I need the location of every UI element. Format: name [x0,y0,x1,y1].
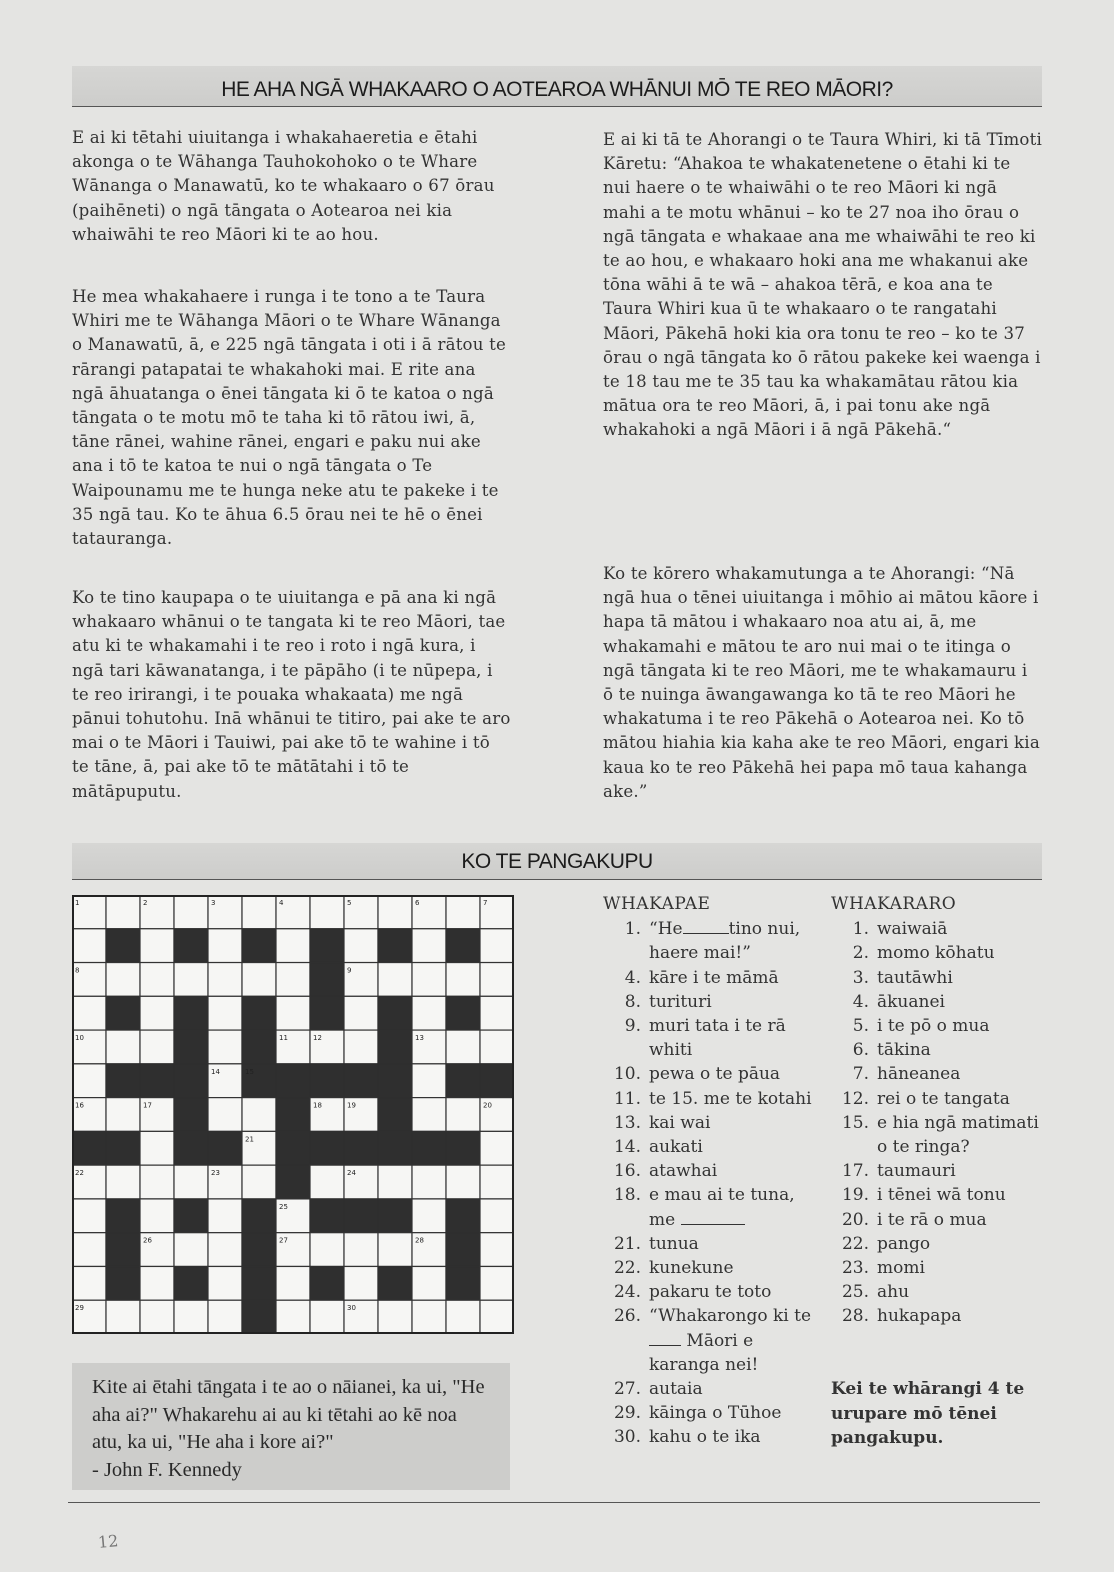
grid-cell[interactable] [242,1098,276,1132]
black-cell [242,929,276,963]
grid-cell[interactable] [378,963,412,997]
grid-cell[interactable] [344,1266,378,1300]
black-cell [310,1266,344,1300]
clue-across-18: 18. e mau ai te tuna, me [613,1185,795,1230]
black-cell [310,963,344,997]
black-cell [106,996,140,1030]
quote-box [72,1363,510,1490]
cell-number: 13 [415,1034,424,1043]
article-paragraph-2: He mea whakahaere i runga i te tono a te Taura Whiri me te Wāhanga Māori o te Whare Wānanga o Manawatū, ā, e 225 ngā tāngata i oti i ā rātou te rārangi patapatai te whakahoki mai. E rite ana ngā āhuatanga o ēnei tāngata ki ō te katoa o ngā tāngata o te motu mō te taha ki tō rātou iwi, ā, tāne rānei, wahine rānei, engari e paku nui ake ana i tō te katoa te nui o ngā tāngata o Te Waipounamu me te hunga neke atu te pakeke i te 35 ngā tau. Ko te āhua 6.5 ōrau nei te hē o ēnei tatauranga. [72,287,506,549]
cell-number: 23 [211,1169,220,1178]
black-cell [242,1199,276,1233]
black-cell [378,929,412,963]
clue-down-2: 2. momo kōhatu [852,943,995,964]
grid-cell[interactable] [72,1199,106,1233]
grid-cell[interactable] [446,1030,480,1064]
black-cell [446,996,480,1030]
grid-cell[interactable] [140,1165,174,1199]
black-cell [446,1064,480,1098]
clue-across-1: 1. “He tino nui, haere mai!” [624,919,801,964]
grid-cell[interactable] [446,1165,480,1199]
cell-number: 4 [279,899,284,907]
cell-number: 1 [75,899,80,907]
grid-cell[interactable] [106,1098,140,1132]
clue-across-16: 16. atawhai [613,1161,718,1182]
grid-cell[interactable] [344,996,378,1030]
black-cell [174,1266,208,1300]
black-cell [276,1131,310,1165]
grid-cell[interactable] [378,1233,412,1267]
grid-cell[interactable] [174,1233,208,1267]
grid-cell[interactable] [208,929,242,963]
grid-cell[interactable] [480,1300,514,1334]
grid-cell[interactable] [72,1064,106,1098]
clue-across-9: 9. muri tata i te rā whiti [624,1016,786,1061]
black-cell [378,1266,412,1300]
article-heading: HE AHA NGĀ WHAKAARO O AOTEAROA WHĀNUI MŌ TE REO MĀORI? [72,66,1042,107]
black-cell [378,1199,412,1233]
across-clues [603,892,825,1450]
answer-blank [683,932,729,934]
black-cell [174,1064,208,1098]
grid-cell[interactable] [276,963,310,997]
black-cell [310,1131,344,1165]
cell-number: 6 [415,899,420,907]
grid-cell[interactable] [140,963,174,997]
grid-cell[interactable] [310,1233,344,1267]
black-cell [412,1131,446,1165]
black-cell [174,1131,208,1165]
grid-cell[interactable] [412,1064,446,1098]
cell-number: 26 [143,1236,152,1245]
clue-across-21: 21. tunua [613,1233,699,1254]
black-cell [106,1064,140,1098]
grid-cell[interactable] [344,1030,378,1064]
black-cell [174,929,208,963]
grid-cell[interactable] [140,1030,174,1064]
clue-across-24: 24. pakaru te toto [613,1282,772,1303]
grid-cell[interactable] [378,1165,412,1199]
answer-note: Kei te whārangi 4 te urupare mō tēnei pangakupu. [831,1379,1025,1448]
cell-number: 10 [75,1034,84,1043]
grid-cell[interactable] [446,1300,480,1334]
clue-across-29: 29. kāinga o Tūhoe [613,1403,782,1424]
clue-across-26: 26. “Whakarongo ki te Māori e karanga nei! [613,1306,812,1375]
black-cell [378,1030,412,1064]
grid-cell[interactable] [174,1300,208,1334]
grid-cell[interactable] [242,1165,276,1199]
grid-cell[interactable] [140,929,174,963]
black-cell [310,929,344,963]
black-cell [446,1131,480,1165]
clue-across-14: 14. aukati [613,1137,703,1158]
clue-down-4: 4. ākuanei [852,991,945,1012]
grid-cell[interactable] [72,1266,106,1300]
grid-cell[interactable] [412,1266,446,1300]
black-cell [174,1098,208,1132]
black-cell [106,1233,140,1267]
black-cell [378,1098,412,1132]
bottom-divider [68,1502,1040,1503]
grid-cell[interactable] [276,929,310,963]
grid-cell[interactable] [106,1165,140,1199]
cell-number: 2 [143,899,148,907]
clue-across-27: 27. autaia [613,1379,703,1400]
grid-cell[interactable] [208,1199,242,1233]
clue-down-20: 20. i te rā o mua [841,1209,987,1230]
clue-down-7: 7. hāneanea [852,1064,961,1085]
black-cell [310,996,344,1030]
clue-across-8: 8. turituri [624,991,712,1012]
grid-cell[interactable] [310,1165,344,1199]
grid-cell[interactable] [174,963,208,997]
black-cell [344,1064,378,1098]
grid-cell[interactable] [378,895,412,929]
crossword-grid[interactable] [72,895,514,1334]
black-cell [480,1064,514,1098]
grid-cell[interactable] [140,1131,174,1165]
article-paragraph-4: E ai ki tā te Ahorangi o te Taura Whiri, ki tā Tīmoti Kāretu: “Ahakoa te whakatenetene o ētahi ki te nui haere o te whaiwāhi o te reo Māori ki ngā mahi a te motu whānui – ko te 27 noa iho ōrau o ngā tāngata e whakaae ana me whaiwāhi te reo ki te ao hou, e whakaaro hoki ana me whakanui ake tōna wāhi ā te wā – ahakoa tērā, e koa ana te Taura Whiri kua ū te whakaaro o te rangatahi Māori, Pākehā hoki kia ora tonu te reo – ko te 37 ōrau o ngā tāngata ko ō rātou pakeke kei waenga i te 18 tau me te 35 tau ka whakamātau rātou kia mātua ora te reo Māori, ā, i pai tonu ake ngā whakahoki a ngā Māori i ā ngā Pākehā.“ [603,130,1042,440]
grid-cell[interactable] [72,996,106,1030]
cell-number: 15 [245,1067,254,1076]
article-paragraph-1: E ai ki tētahi uiuitanga i whakahaeretia e ētahi akonga o te Wāhanga Tauhokohoko o te Whare Wānanga o Manawatū, ko te whakaaro o 67 ōrau (paihēneti) o ngā tāngata o Aotearoa nei kia whaiwāhi te reo Māori ki te ao hou. [72,128,495,244]
article-paragraph-5: Ko te kōrero whakamutunga a te Ahorangi: “Nā ngā hua o tēnei uiuitanga i mōhio ai mātou kāore i hapa tā mātou i whakaaro noa atu ai, ā, me whakamahi e mātou te aro nui mai o te itinga o ngā tāngata ki te reo Māori, me te whakamauru i ō te nuinga āwangawanga ko tā te reo Māori he whakatuma i te reo Pākehā o Aotearoa nei. Ko tō mātou hiahia kia kaha ake te reo Māori, engari kia kaua ko te reo Pākehā hei papa mō taua kahanga ake.” [603,564,1040,801]
grid-cell[interactable] [480,1131,514,1165]
grid-cell[interactable] [310,895,344,929]
black-cell [106,1199,140,1233]
grid-cell[interactable] [106,1300,140,1334]
grid-cell[interactable] [140,1199,174,1233]
grid-cell[interactable] [310,1300,344,1334]
grid-cell[interactable] [446,963,480,997]
cell-number: 24 [347,1169,356,1178]
clue-down-28: 28. hukapapa [841,1306,962,1327]
black-cell [446,1199,480,1233]
cell-number: 20 [483,1101,492,1110]
clue-down-25: 25. ahu [841,1282,910,1303]
clue-across-4: 4. kāre i te māmā [624,967,779,988]
black-cell [242,1266,276,1300]
crossword-heading: KO TE PANGAKUPU [72,843,1042,880]
clue-down-17: 17. taumauri [841,1161,956,1182]
grid-cell[interactable] [480,1199,514,1233]
black-cell [242,996,276,1030]
grid-cell[interactable] [344,929,378,963]
clue-down-1: 1. waiwaiā [852,919,948,940]
grid-cell[interactable] [106,895,140,929]
cell-number: 25 [279,1202,288,1211]
black-cell [106,929,140,963]
clue-down-15: 15. e hia ngā matimati o te ringa? [841,1112,1039,1158]
grid-cell[interactable] [412,1300,446,1334]
cell-number: 17 [143,1101,152,1110]
grid-cell[interactable] [174,1165,208,1199]
black-cell [310,1064,344,1098]
grid-cell[interactable] [412,929,446,963]
grid-cell[interactable] [72,1233,106,1267]
clue-across-10: 10. pewa o te pāua [613,1064,781,1085]
black-cell [344,1131,378,1165]
cell-number: 7 [483,899,488,907]
cell-number: 18 [313,1101,322,1110]
cell-number: 21 [245,1135,254,1144]
grid-cell[interactable] [480,1266,514,1300]
grid-cell[interactable] [208,963,242,997]
clue-down-22: 22. pango [841,1233,931,1254]
across-title: WHAKAPAE [603,894,711,914]
clue-down-6: 6. tākina [852,1040,931,1061]
grid-cell[interactable] [140,1300,174,1334]
down-clues [831,892,1041,1329]
clue-down-12: 12. rei o te tangata [841,1088,1010,1109]
clue-across-22: 22. kunekune [613,1258,734,1279]
answer-blank [649,1344,681,1346]
cell-number: 8 [75,966,80,975]
black-cell [140,1064,174,1098]
black-cell [242,1300,276,1334]
clue-across-30: 30. kahu o te ika [613,1427,761,1448]
cell-number: 14 [211,1067,220,1076]
grid-cell[interactable] [276,996,310,1030]
black-cell [72,1131,106,1165]
grid-cell[interactable] [72,929,106,963]
black-cell [174,1199,208,1233]
grid-cell[interactable] [276,1266,310,1300]
clue-across-11: 11. te 15. me te kotahi [613,1088,812,1109]
grid-cell[interactable] [412,1098,446,1132]
grid-cell[interactable] [480,929,514,963]
black-cell [174,996,208,1030]
cell-number: 3 [211,899,216,907]
cell-number: 27 [279,1236,288,1245]
black-cell [276,1064,310,1098]
grid-cell[interactable] [140,996,174,1030]
cell-number: 11 [279,1034,288,1043]
cell-number: 22 [75,1169,84,1178]
clue-down-5: 5. i te pō o mua [852,1016,990,1037]
grid-cell[interactable] [480,963,514,997]
cell-number: 5 [347,899,352,907]
clue-down-19: 19. i tēnei wā tonu [841,1185,1006,1206]
quote-author: - John F. Kennedy [92,1458,242,1481]
black-cell [276,1165,310,1199]
black-cell [446,1266,480,1300]
grid-cell[interactable] [208,1098,242,1132]
quote-text: Kite ai ētahi tāngata i te ao o nāianei, ka ui, "He aha ai?" Whakarehu ai au ki tētahi ao kē noa atu, ka ui, "He aha i kore ai?" [92,1376,485,1453]
cell-number: 30 [347,1304,356,1313]
black-cell [378,996,412,1030]
grid-cell[interactable] [378,1300,412,1334]
grid-cell[interactable] [106,1030,140,1064]
down-title: WHAKARARO [831,894,957,914]
black-cell [106,1266,140,1300]
grid-cell[interactable] [480,1030,514,1064]
grid-cell[interactable] [480,996,514,1030]
grid-cell[interactable] [140,1266,174,1300]
answer-blank [681,1223,745,1225]
grid-cell[interactable] [446,895,480,929]
grid-cell[interactable] [446,1098,480,1132]
grid-cell[interactable] [412,963,446,997]
grid-cell[interactable] [174,895,208,929]
grid-cell[interactable] [208,1266,242,1300]
black-cell [378,1064,412,1098]
cell-number: 9 [347,966,352,975]
black-cell [106,1131,140,1165]
grid-cell[interactable] [480,1233,514,1267]
article-paragraph-3: Ko te tino kaupapa o te uiuitanga e pā ana ki ngā whakaaro whānui o te tangata ki te reo Māori, tae atu ki te whakamahi i te reo i roto i ngā kura, i ngā tari kāwanatanga, i te pāpāho (i te nūpepa, i te reo irirangi, i te pouaka whakaata) me ngā pānui tohutohu. Inā whānui te titiro, pai ake te aro mai o te Māori i Tauiwi, pai ake tō te wahine i tō te tāne, ā, pai ake tō te mātātahi i tō te mātāpuputu. [72,588,511,801]
grid-cell[interactable] [480,1165,514,1199]
grid-cell[interactable] [208,996,242,1030]
black-cell [310,1199,344,1233]
black-cell [242,1233,276,1267]
black-cell [378,1131,412,1165]
grid-cell[interactable] [412,1199,446,1233]
cell-number: 16 [75,1101,84,1110]
clue-across-13: 13. kai wai [613,1112,711,1133]
grid-cell[interactable] [276,1300,310,1334]
grid-cell[interactable] [412,1165,446,1199]
grid-cell[interactable] [106,963,140,997]
black-cell [174,1030,208,1064]
cell-number: 28 [415,1236,424,1245]
handwritten-page-mark: 12 [97,1531,120,1552]
black-cell [446,929,480,963]
black-cell [242,1030,276,1064]
clue-down-3: 3. tautāwhi [852,967,953,988]
grid-cell[interactable] [412,996,446,1030]
grid-cell[interactable] [208,1300,242,1334]
cell-number: 29 [75,1304,84,1313]
grid-cell[interactable] [344,1233,378,1267]
black-cell [344,1199,378,1233]
grid-cell[interactable] [242,963,276,997]
black-cell [276,1098,310,1132]
black-cell [446,1233,480,1267]
grid-cell[interactable] [208,1233,242,1267]
grid-cell[interactable] [242,895,276,929]
clue-down-23: 23. momi [841,1258,925,1279]
black-cell [208,1131,242,1165]
cell-number: 12 [313,1034,322,1043]
cell-number: 19 [347,1101,356,1110]
grid-cell[interactable] [208,1030,242,1064]
